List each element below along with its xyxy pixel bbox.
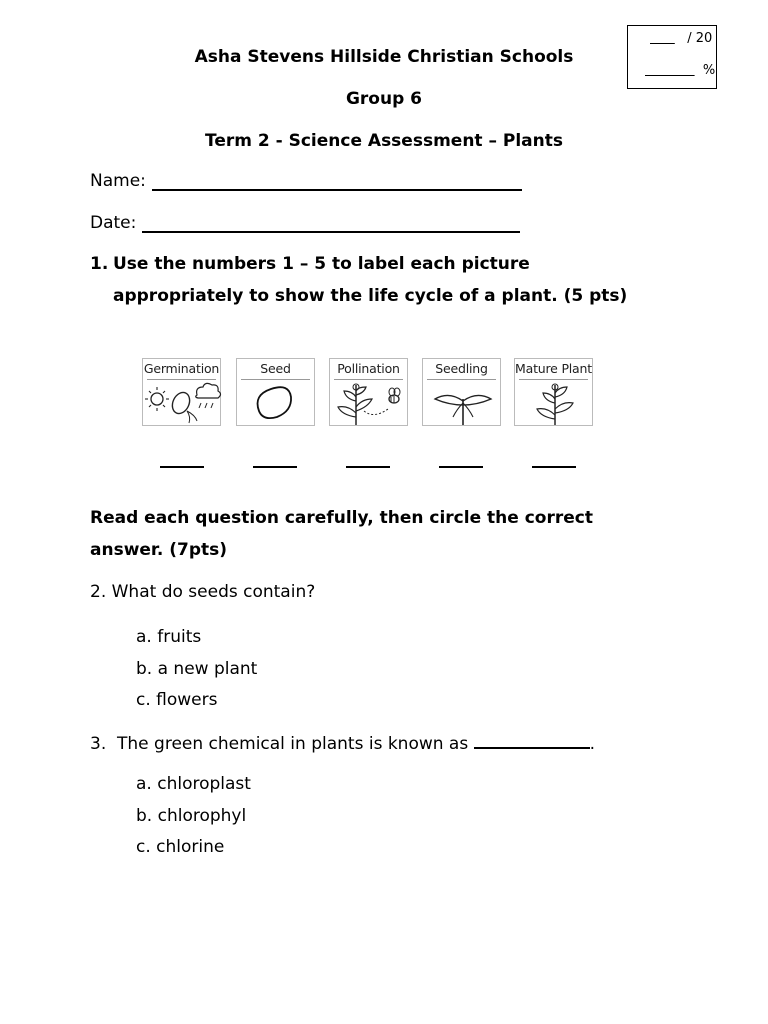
name-field[interactable] xyxy=(90,171,522,191)
card-label: Mature Plant xyxy=(515,361,592,376)
name-label: Name: xyxy=(90,171,146,191)
question-3-option-c[interactable]: c. chlorine xyxy=(136,837,225,857)
instructions-line1: Read each question carefully, then circle the correct xyxy=(90,508,593,528)
school-name: Asha Stevens Hillside Christian Schools xyxy=(194,47,574,67)
date-blank[interactable] xyxy=(142,215,520,233)
date-field[interactable] xyxy=(90,213,520,233)
germination-icon xyxy=(143,381,222,427)
answer-blank-mature-plant[interactable] xyxy=(532,466,576,468)
question-2-option-c[interactable]: c. flowers xyxy=(136,690,218,710)
points-score: / 20 xyxy=(687,31,713,46)
percent-score: % xyxy=(702,63,716,78)
answer-blank-seed[interactable] xyxy=(253,466,297,468)
group-label: Group 6 xyxy=(345,89,423,109)
name-blank[interactable] xyxy=(152,173,522,191)
assessment-title: Term 2 - Science Assessment – Plants xyxy=(205,131,563,151)
card-mature-plant xyxy=(514,358,593,426)
question-3-option-a[interactable]: a. chloroplast xyxy=(136,774,251,794)
pollination-icon xyxy=(330,381,409,427)
answer-blank-germination[interactable] xyxy=(160,466,204,468)
card-germination xyxy=(142,358,221,426)
question-2-option-b[interactable]: b. a new plant xyxy=(136,659,258,679)
seedling-icon xyxy=(423,381,502,427)
question-1-line1: Use the numbers 1 – 5 to label each picture xyxy=(113,254,530,274)
card-pollination xyxy=(329,358,408,426)
seed-icon xyxy=(237,381,316,427)
card-seed xyxy=(236,358,315,426)
card-seedling xyxy=(422,358,501,426)
card-label: Pollination xyxy=(337,361,400,376)
question-2-text: 2. What do seeds contain? xyxy=(90,582,316,602)
question-1-number: 1. xyxy=(90,254,109,274)
question-3-text-after: . xyxy=(589,734,596,754)
question-2-option-a[interactable]: a. fruits xyxy=(136,627,202,647)
question-1-line2: appropriately to show the life cycle of a plant. (5 pts) xyxy=(113,286,628,306)
answer-blank-seedling[interactable] xyxy=(439,466,483,468)
date-label: Date: xyxy=(90,213,137,233)
card-label: Seedling xyxy=(435,361,488,376)
card-label: Germination xyxy=(143,361,220,376)
question-3-text xyxy=(90,733,595,754)
question-3-option-b[interactable]: b. chlorophyl xyxy=(136,806,247,826)
answer-blank-pollination[interactable] xyxy=(346,466,390,468)
question-3-blank[interactable] xyxy=(474,733,590,749)
question-3-text-before: 3. The green chemical in plants is known as xyxy=(90,734,474,754)
instructions-line2: answer. (7pts) xyxy=(90,540,228,560)
card-label: Seed xyxy=(260,361,291,376)
mature-plant-icon xyxy=(515,381,594,427)
